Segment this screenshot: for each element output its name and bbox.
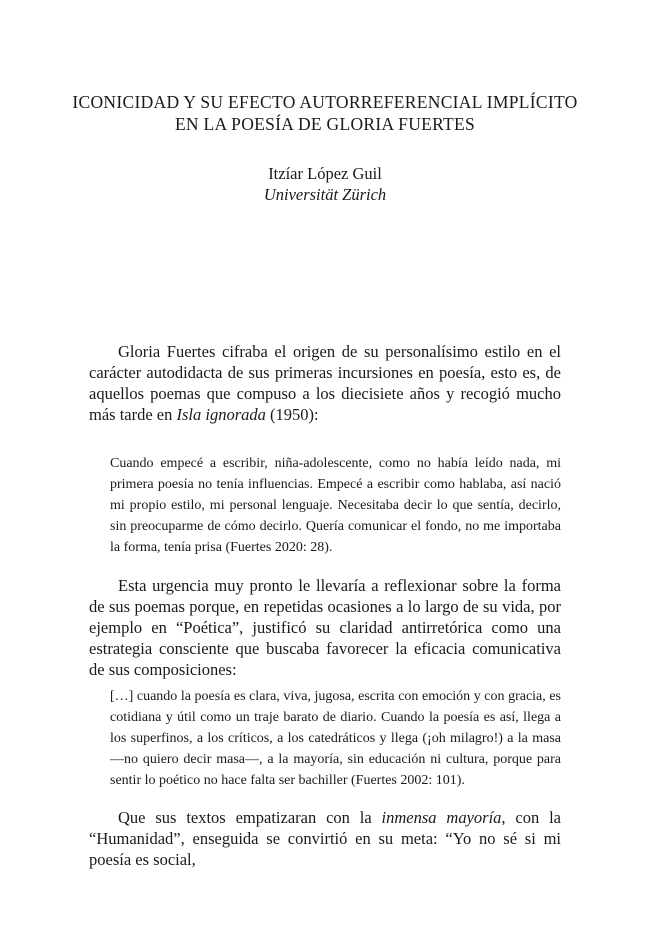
block-quote-2-text: […] cuando la poesía es clara, viva, jugosa, escrita con emoción y con gracia, es cotidiana y útil como un traje barato de diario. Cuando la poesía es así, llega a los superfinos, a los críticos, a los catedráticos y llega (¡oh milagro!) a la masa —no quiero decir masa—, a la mayoría, sin educación ni cultura, porque para sentir lo poético no hace falta ser bachiller (Fuertes 2002: 101). xyxy=(110,689,561,788)
article-title xyxy=(60,91,590,135)
title-line-2: EN LA POESÍA DE GLORIA FUERTES xyxy=(174,114,476,134)
block-quote-1 xyxy=(110,453,561,558)
author-block xyxy=(60,163,590,205)
paragraph-3-text-a: Que sus textos empatizaran con la xyxy=(118,808,382,827)
paragraph-3 xyxy=(89,807,561,870)
paragraph-2 xyxy=(89,575,561,680)
paragraph-2-text: Esta urgencia muy pronto le llevaría a reflexionar sobre la forma de sus poemas porque, en repetidas ocasiones a lo largo de su vida, por ejemplo en “Poética”, justificó su claridad antirretórica como una estrategia consciente que buscaba favorecer la eficacia comunicativa de sus composiciones: xyxy=(89,576,561,679)
paragraph-1 xyxy=(89,341,561,425)
paragraph-1-italic: Isla ignorada xyxy=(176,405,266,424)
title-line-1: ICONICIDAD Y SU EFECTO AUTORREFERENCIAL IMPLÍCITO xyxy=(72,92,578,112)
author-name: Itzíar López Guil xyxy=(268,164,382,183)
paragraph-1-text-b: (1950): xyxy=(265,405,319,424)
paragraph-1-text-a: Gloria Fuertes cifraba el origen de su personalísimo estilo en el carácter autodidacta de sus primeras incursiones en poesía, esto es, de aquellos poemas que compuso a los diecisiete años y recogió mucho más tarde en xyxy=(89,342,561,424)
paragraph-3-text-b: , con la “Humanidad”, enseguida se convirtió en su meta: “Yo no sé si mi poesía es social, xyxy=(89,808,561,869)
block-quote-1-text: Cuando empecé a escribir, niña-adolescente, como no había leído nada, mi primera poesía no tenía influencias. Empecé a escribir como hablaba, así nació mi propio estilo, mi personal lenguaje. Necesitaba decir lo que sentía, decirlo, sin preocuparme de cómo decirlo. Quería comunicar el fondo, no me importaba la forma, tenía prisa (Fuertes 2020: 28). xyxy=(110,456,561,555)
paragraph-3-italic: inmensa mayoría xyxy=(381,808,502,827)
block-quote-2 xyxy=(110,686,561,791)
author-affiliation: Universität Zürich xyxy=(263,185,387,204)
